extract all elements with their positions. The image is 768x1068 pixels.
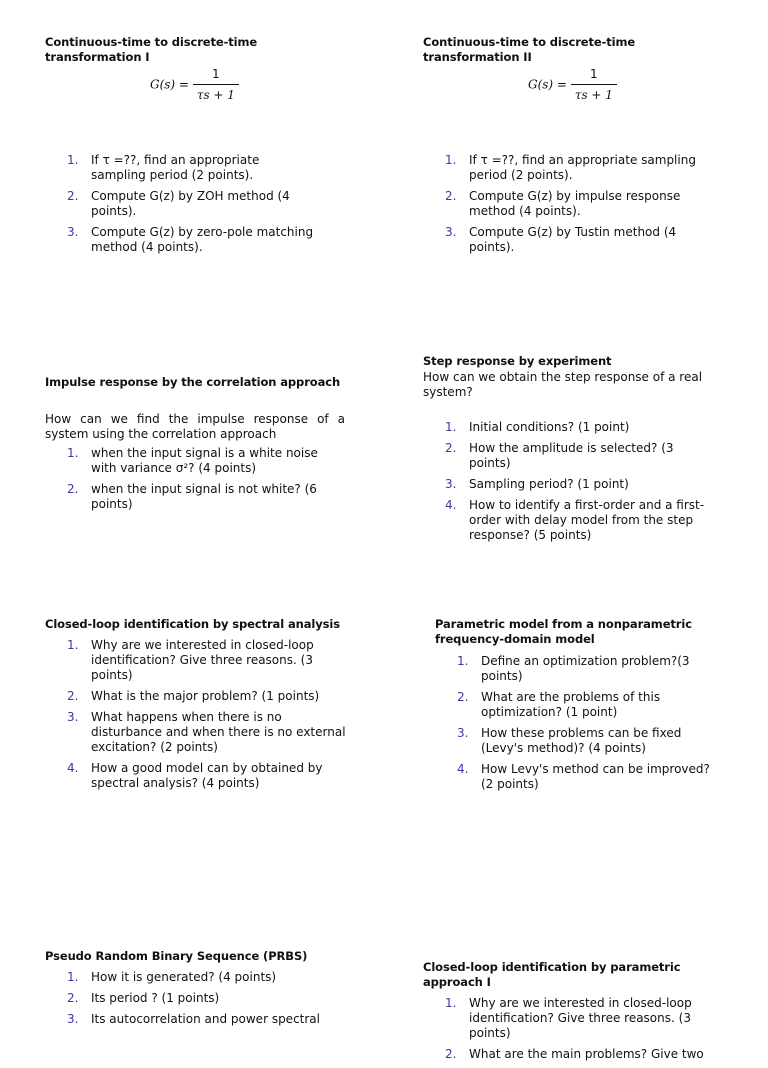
card-title: Closed-loop identification by parametric approach I xyxy=(423,960,681,989)
card-title: Continuous-time to discrete-time transformation II xyxy=(423,35,636,64)
card-ct-dt-transformation-2 xyxy=(423,35,723,261)
list-item: 3. Compute G(z) by zero-pole matching method (4 points). xyxy=(67,225,314,254)
list-item: 2. Its period ? (1 points) xyxy=(67,991,220,1005)
formula-numerator: 1 xyxy=(590,67,598,81)
list-item: 4. How a good model can by obtained by spectral analysis? (4 points) xyxy=(67,761,323,790)
card-title: Pseudo Random Binary Sequence (PRBS) xyxy=(45,949,308,963)
list-item: 2. when the input signal is not white? (6 points) xyxy=(67,482,317,511)
question-list xyxy=(457,654,717,792)
formula-denominator: τs + 1 xyxy=(193,84,239,103)
list-item: 2. What is the major problem? (1 points) xyxy=(67,689,320,703)
list-item: 3. How these problems can be fixed (Levy's method)? (4 points) xyxy=(457,726,682,755)
list-item: 4. How Levy's method can be improved? (2 points) xyxy=(457,762,710,791)
list-item: 2. What are the main problems? Give two xyxy=(445,1047,704,1061)
card-parametric-model xyxy=(435,617,740,798)
card-prbs xyxy=(45,949,355,1033)
question-list xyxy=(67,638,347,791)
transfer-function-formula xyxy=(150,67,239,103)
question-list xyxy=(445,420,715,543)
list-item: 2. Compute G(z) by ZOH method (4 points). xyxy=(67,189,290,218)
card-title: Parametric model from a nonparametric frequency-domain model xyxy=(435,617,692,646)
list-item: 3. Its autocorrelation and power spectral xyxy=(67,1012,320,1026)
question-list xyxy=(445,153,705,255)
card-title: Step response by experiment xyxy=(423,354,612,368)
list-item: 3. Compute G(z) by Tustin method (4 points). xyxy=(445,225,677,254)
list-item: 2. How the amplitude is selected? (3 points) xyxy=(445,441,674,470)
list-item: 1. How it is generated? (4 points) xyxy=(67,970,277,984)
list-item: 4. How to identify a first-order and a first-order with delay model from the step response? (5 points) xyxy=(445,498,705,542)
question-list xyxy=(67,446,337,512)
card-title: Closed-loop identification by spectral analysis xyxy=(45,617,340,631)
question-list xyxy=(67,153,317,255)
list-item: 1. Why are we interested in closed-loop identification? Give three reasons. (3 points) xyxy=(67,638,314,682)
list-item: 1. If τ =??, find an appropriate sampling period (2 points). xyxy=(445,153,696,182)
card-closed-loop-spectral xyxy=(45,617,355,797)
card-closed-loop-parametric xyxy=(423,960,733,1068)
formula-numerator: 1 xyxy=(212,67,220,81)
card-title: Continuous-time to discrete-time transformation I xyxy=(45,35,258,64)
card-intro: How can we find the impulse response of a system using the correlation approach xyxy=(45,412,345,441)
list-item: 2. What are the problems of this optimization? (1 point) xyxy=(457,690,661,719)
transfer-function-formula xyxy=(528,67,617,103)
list-item: 2. Compute G(z) by impulse response method (4 points). xyxy=(445,189,681,218)
card-step-response xyxy=(423,354,733,549)
question-list xyxy=(445,996,715,1062)
list-item: 1. Why are we interested in closed-loop identification? Give three reasons. (3 points) xyxy=(445,996,692,1040)
list-item: 1. Initial conditions? (1 point) xyxy=(445,420,630,434)
formula-lhs: G(s) = xyxy=(528,77,567,92)
formula-lhs: G(s) = xyxy=(150,77,189,92)
list-item: 1. Define an optimization problem?(3 points) xyxy=(457,654,690,683)
list-item: 1. If τ =??, find an appropriate sampling period (2 points). xyxy=(67,153,260,182)
card-impulse-response xyxy=(45,375,345,518)
question-list xyxy=(67,970,347,1027)
list-item: 1. when the input signal is a white noise with variance σ²? (4 points) xyxy=(67,446,318,475)
list-item: 3. Sampling period? (1 point) xyxy=(445,477,629,491)
list-item: 3. What happens when there is no disturbance and when there is no external excitation? (2 points) xyxy=(67,710,346,754)
card-title: Impulse response by the correlation approach xyxy=(45,375,341,389)
card-subtitle: How can we obtain the step response of a real system? xyxy=(423,370,703,399)
card-ct-dt-transformation-1 xyxy=(45,35,345,261)
formula-denominator: τs + 1 xyxy=(571,84,617,103)
